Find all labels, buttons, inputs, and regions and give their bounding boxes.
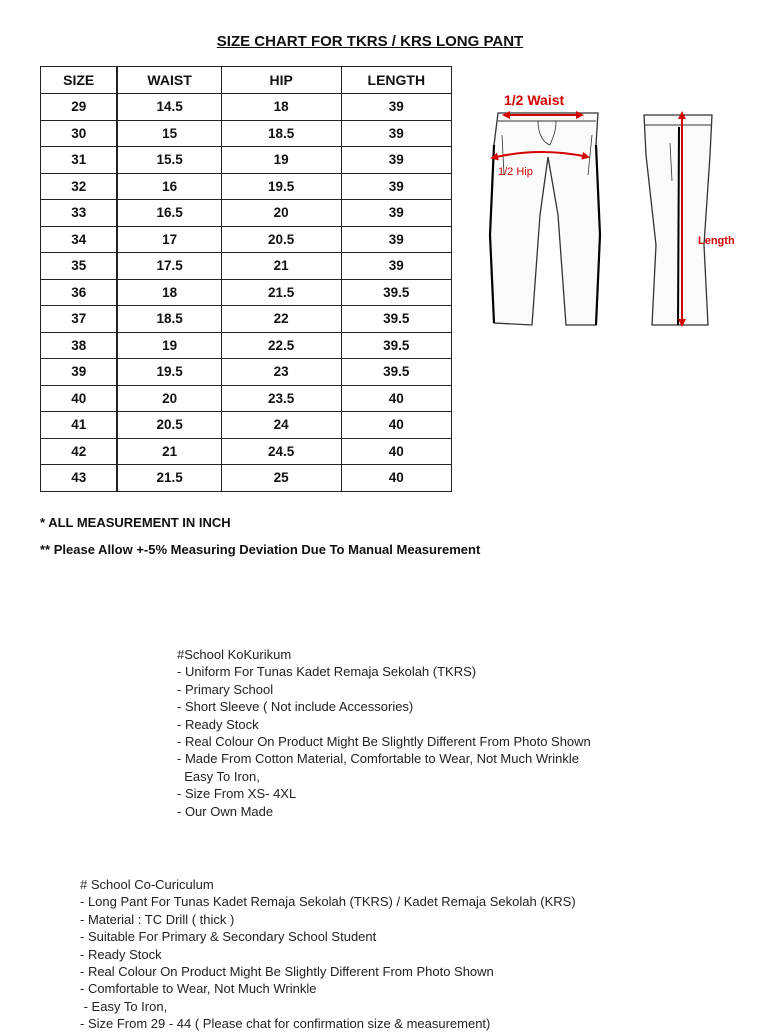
table-row bbox=[41, 385, 452, 412]
table-row bbox=[41, 465, 452, 492]
cell-size: 35 bbox=[41, 253, 118, 280]
deviation-note: ** Please Allow +-5% Measuring Deviation Due To Manual Measurement bbox=[40, 542, 481, 557]
description-line: - Ready Stock bbox=[177, 716, 259, 732]
table-row bbox=[41, 438, 452, 465]
cell-size: 38 bbox=[41, 332, 118, 359]
description-line: - Our Own Made bbox=[177, 803, 274, 819]
cell-length: 39.5 bbox=[341, 332, 451, 359]
cell-hip: 19 bbox=[221, 147, 341, 174]
table-body bbox=[41, 94, 452, 492]
description-line: #School KoKurikum bbox=[177, 647, 292, 662]
unit-note: * ALL MEASUREMENT IN INCH bbox=[40, 515, 231, 530]
cell-waist: 17.5 bbox=[117, 253, 221, 280]
cell-length: 39 bbox=[341, 253, 451, 280]
cell-size: 43 bbox=[41, 465, 118, 492]
cell-hip: 20.5 bbox=[221, 226, 341, 253]
cell-hip: 18.5 bbox=[221, 120, 341, 147]
cell-length: 39.5 bbox=[341, 359, 451, 386]
cell-waist: 18 bbox=[117, 279, 221, 306]
cell-waist: 19.5 bbox=[117, 359, 221, 386]
hip-label: 1/2 Hip bbox=[498, 166, 533, 178]
description-line: - Long Pant For Tunas Kadet Remaja Sekolah (TKRS) / Kadet Remaja Sekolah (KRS) bbox=[80, 894, 576, 910]
page-title: SIZE CHART FOR TKRS / KRS LONG PANT bbox=[216, 33, 524, 50]
table-row bbox=[41, 279, 452, 306]
cell-length: 39 bbox=[341, 173, 451, 200]
cell-size: 31 bbox=[41, 147, 118, 174]
table-row bbox=[41, 359, 452, 386]
cell-hip: 20 bbox=[221, 200, 341, 227]
description-line: - Suitable For Primary & Secondary School Student bbox=[80, 929, 377, 945]
cell-size: 40 bbox=[41, 385, 118, 412]
description-line: - Size From XS- 4XL bbox=[177, 786, 297, 802]
cell-size: 36 bbox=[41, 279, 118, 306]
cell-hip: 23 bbox=[221, 359, 341, 386]
cell-hip: 23.5 bbox=[221, 385, 341, 412]
cell-waist: 16 bbox=[117, 173, 221, 200]
table-row bbox=[41, 306, 452, 333]
description-line: - Uniform For Tunas Kadet Remaja Sekolah (TKRS) bbox=[177, 664, 477, 680]
length-label: Length bbox=[698, 235, 735, 247]
cell-length: 39 bbox=[341, 147, 451, 174]
description-line: Easy To Iron, bbox=[177, 768, 260, 784]
side-pant-drawing bbox=[644, 115, 712, 325]
cell-length: 39 bbox=[341, 94, 451, 121]
cell-waist: 17 bbox=[117, 226, 221, 253]
cell-length: 40 bbox=[341, 438, 451, 465]
cell-length: 39.5 bbox=[341, 279, 451, 306]
size-chart-table bbox=[40, 66, 452, 492]
table-row bbox=[41, 332, 452, 359]
cell-size: 34 bbox=[41, 226, 118, 253]
cell-length: 39 bbox=[341, 226, 451, 253]
header-length: LENGTH bbox=[341, 67, 451, 94]
description-line: - Real Colour On Product Might Be Slightly Different From Photo Shown bbox=[177, 734, 591, 750]
cell-length: 39 bbox=[341, 200, 451, 227]
cell-length: 39 bbox=[341, 120, 451, 147]
description-line: - Primary School bbox=[177, 681, 274, 697]
cell-length: 40 bbox=[341, 412, 451, 439]
cell-length: 40 bbox=[341, 385, 451, 412]
cell-waist: 19 bbox=[117, 332, 221, 359]
cell-hip: 18 bbox=[221, 94, 341, 121]
description-line: - Ready Stock bbox=[80, 946, 162, 962]
pant-measurement-diagram bbox=[480, 85, 750, 335]
header-size: SIZE bbox=[41, 67, 118, 94]
description-line: - Size From 29 - 44 ( Please chat for confirmation size & measurement) bbox=[80, 1016, 491, 1032]
cell-waist: 20 bbox=[117, 385, 221, 412]
waist-label: 1/2 Waist bbox=[504, 92, 565, 108]
header-waist: WAIST bbox=[117, 67, 221, 94]
table-row bbox=[41, 173, 452, 200]
cell-size: 37 bbox=[41, 306, 118, 333]
cell-size: 30 bbox=[41, 120, 118, 147]
description-line: - Made From Cotton Material, Comfortable to Wear, Not Much Wrinkle bbox=[177, 751, 579, 767]
cell-size: 39 bbox=[41, 359, 118, 386]
cell-waist: 15.5 bbox=[117, 147, 221, 174]
table-header-row bbox=[41, 67, 452, 94]
table-row bbox=[41, 200, 452, 227]
table-row bbox=[41, 120, 452, 147]
cell-waist: 15 bbox=[117, 120, 221, 147]
table-row bbox=[41, 412, 452, 439]
cell-size: 42 bbox=[41, 438, 118, 465]
cell-waist: 20.5 bbox=[117, 412, 221, 439]
cell-hip: 24 bbox=[221, 412, 341, 439]
table-row bbox=[41, 147, 452, 174]
cell-size: 41 bbox=[41, 412, 118, 439]
cell-waist: 16.5 bbox=[117, 200, 221, 227]
description-co-curiculum bbox=[80, 876, 576, 1033]
cell-waist: 18.5 bbox=[117, 306, 221, 333]
table-row bbox=[41, 94, 452, 121]
cell-waist: 14.5 bbox=[117, 94, 221, 121]
description-kokurikum bbox=[177, 646, 591, 820]
description-line: - Comfortable to Wear, Not Much Wrinkle bbox=[80, 981, 317, 997]
cell-waist: 21 bbox=[117, 438, 221, 465]
description-line: - Real Colour On Product Might Be Slightly Different From Photo Shown bbox=[80, 964, 494, 980]
cell-hip: 22.5 bbox=[221, 332, 341, 359]
cell-hip: 21.5 bbox=[221, 279, 341, 306]
description-line: - Material : TC Drill ( thick ) bbox=[80, 911, 235, 927]
cell-waist: 21.5 bbox=[117, 465, 221, 492]
front-pant-drawing bbox=[490, 113, 600, 325]
description-line: - Short Sleeve ( Not include Accessories) bbox=[177, 699, 414, 715]
description-line: # School Co-Curiculum bbox=[80, 877, 214, 892]
description-line: - Easy To Iron, bbox=[80, 998, 168, 1014]
header-hip: HIP bbox=[221, 67, 341, 94]
cell-length: 39.5 bbox=[341, 306, 451, 333]
table-row bbox=[41, 226, 452, 253]
cell-hip: 22 bbox=[221, 306, 341, 333]
cell-hip: 25 bbox=[221, 465, 341, 492]
cell-size: 33 bbox=[41, 200, 118, 227]
cell-hip: 24.5 bbox=[221, 438, 341, 465]
cell-size: 29 bbox=[41, 94, 118, 121]
cell-length: 40 bbox=[341, 465, 451, 492]
cell-size: 32 bbox=[41, 173, 118, 200]
table-row bbox=[41, 253, 452, 280]
cell-hip: 21 bbox=[221, 253, 341, 280]
cell-hip: 19.5 bbox=[221, 173, 341, 200]
